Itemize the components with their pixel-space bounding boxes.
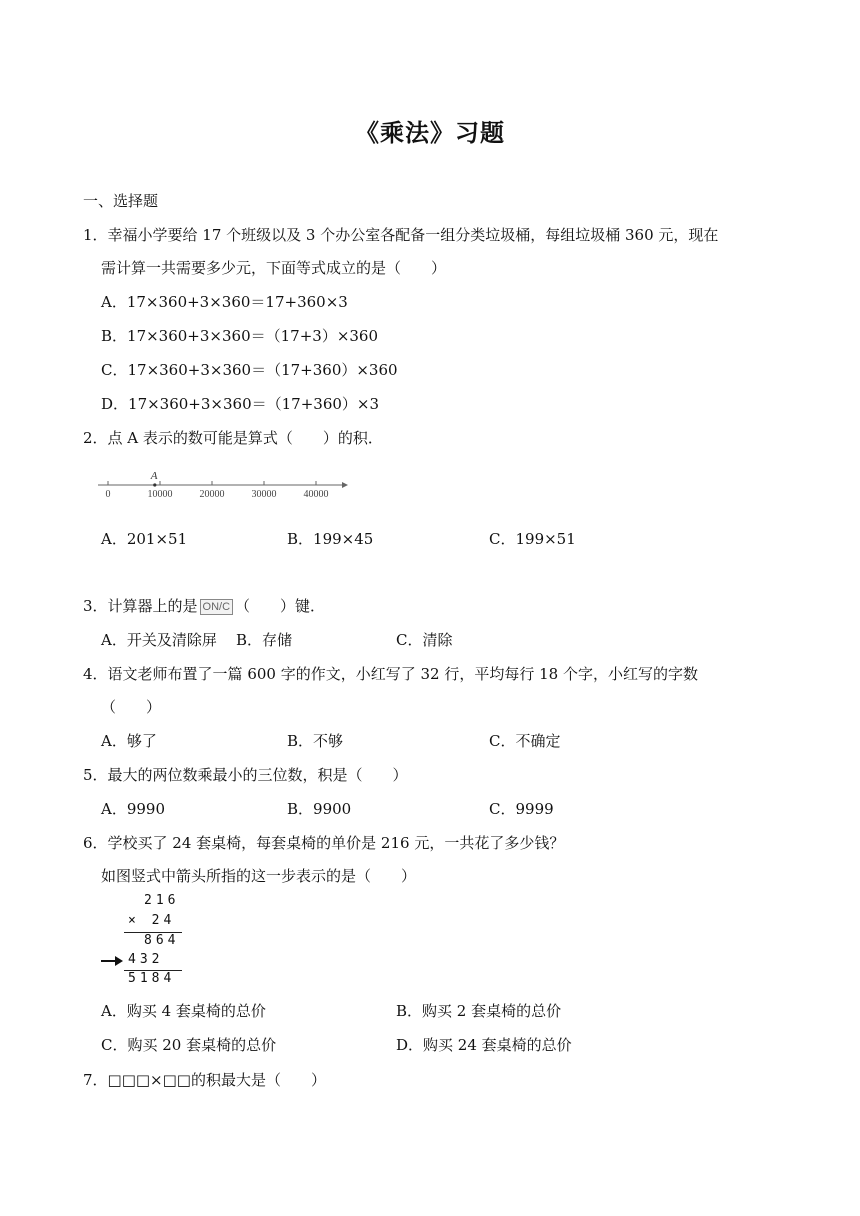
multiplicand: 216 (144, 893, 180, 908)
question-6-text-cont: 如图竖式中箭头所指的这一步表示的是（ ） (101, 867, 417, 885)
point-a-marker (153, 483, 156, 486)
question-6-option-a[interactable]: A．购买 4 套桌椅的总价 (101, 1002, 266, 1020)
question-5-option-b[interactable]: B．9900 (287, 800, 352, 818)
question-1-text-cont: 需计算一共需要多少元，下面等式成立的是（ ） (101, 259, 447, 277)
section-heading: 一、选择题 (83, 192, 159, 210)
number-line-tick-label: 0 (105, 489, 111, 500)
right-arrow-icon (100, 953, 124, 967)
final-product: 5184 (128, 971, 176, 986)
number-line-tick-label: 10000 (147, 489, 173, 500)
question-1-option-d[interactable]: D．17×360+3×360＝（17+360）×3 (101, 395, 380, 413)
question-4-text-cont: （ ） (101, 698, 162, 716)
question-6-option-c[interactable]: C．购买 20 套桌椅的总价 (101, 1036, 277, 1054)
question-3-suffix: （ ）键． (235, 597, 326, 615)
question-6-option-d[interactable]: D．购买 24 套桌椅的总价 (396, 1036, 572, 1054)
question-2-option-a[interactable]: A．201×51 (101, 530, 188, 548)
question-2-option-c[interactable]: C．199×51 (489, 530, 576, 548)
on-c-key-icon: ON/C (200, 599, 234, 615)
partial-product-2: 432 (128, 952, 164, 967)
partial-product-1: 864 (144, 933, 180, 948)
question-6-option-b[interactable]: B．购买 2 套桌椅的总价 (396, 1002, 562, 1020)
question-1-option-c[interactable]: C．17×360+3×360＝（17+360）×360 (101, 361, 398, 379)
question-4-option-a[interactable]: A．够了 (101, 732, 157, 750)
number-line-tick-label: 30000 (251, 489, 277, 500)
number-line-figure (95, 466, 350, 504)
question-2-text: 2．点 A 表示的数可能是算式（ ）的积． (83, 429, 383, 447)
question-5-text: 5．最大的两位数乘最小的三位数，积是（ ） (83, 766, 408, 784)
question-7-text: 7．□□□×□□的积最大是（ ） (83, 1071, 326, 1089)
question-3-option-b[interactable]: B．存储 (236, 631, 293, 649)
question-3-prefix: 3．计算器上的是 (83, 597, 198, 615)
question-5-option-c[interactable]: C．9999 (489, 800, 554, 818)
number-line-arrow-icon (342, 482, 348, 488)
page-title: 《乘法》习题 (355, 118, 505, 147)
question-1-text: 1．幸福小学要给 17 个班级以及 3 个办公室各配备一组分类垃圾桶，每组垃圾桶 360 元，现在 (83, 226, 719, 244)
number-line-tick-label: 40000 (303, 489, 329, 500)
question-4-option-c[interactable]: C．不确定 (489, 732, 561, 750)
question-5-option-a[interactable]: A．9990 (101, 800, 166, 818)
question-1-option-a[interactable]: A．17×360+3×360＝17+360×3 (101, 293, 348, 311)
question-3-text (83, 596, 325, 616)
number-line-tick-label: 20000 (199, 489, 225, 500)
question-6-text: 6．学校买了 24 套桌椅，每套桌椅的单价是 216 元，一共花了多少钱？ (83, 834, 565, 852)
question-3-option-a[interactable]: A．开关及清除屏 (101, 631, 217, 649)
question-4-option-b[interactable]: B．不够 (287, 732, 344, 750)
vertical-multiplication-figure (100, 893, 190, 993)
question-3-option-c[interactable]: C．清除 (396, 631, 453, 649)
question-2-option-b[interactable]: B．199×45 (287, 530, 374, 548)
multiplier: × 24 (128, 913, 176, 928)
question-4-text: 4．语文老师布置了一篇 600 字的作文，小红写了 32 行，平均每行 18 个字，小红写的字数 (83, 665, 698, 683)
question-1-option-b[interactable]: B．17×360+3×360＝（17+3）×360 (101, 327, 379, 345)
point-a-label: A (150, 470, 158, 482)
